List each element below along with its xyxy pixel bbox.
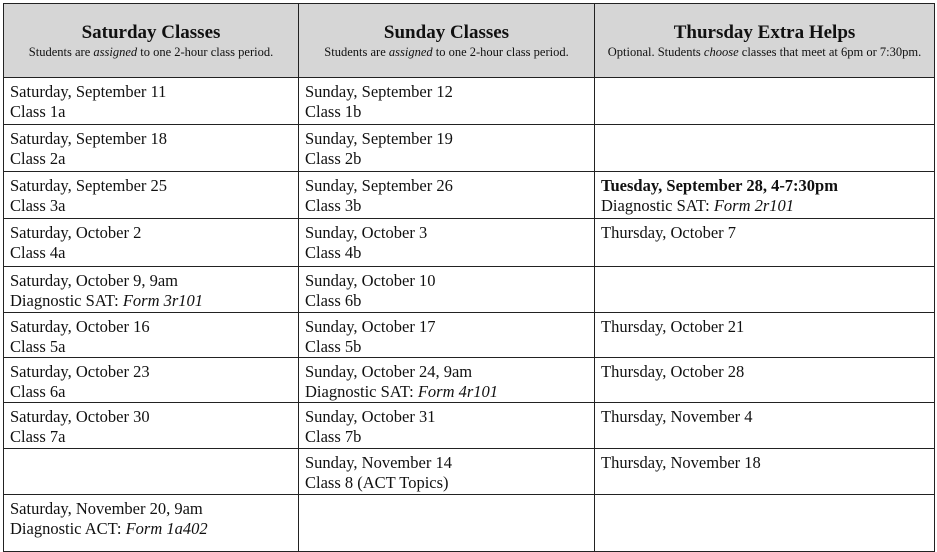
session-date: Thursday, October 7 [601,223,737,242]
class-schedule-table [3,3,935,552]
session-date: Sunday, October 31 [305,407,436,426]
header-title: Thursday Extra Helps [673,21,856,43]
session-class: Class 5b [305,337,362,356]
cell-saturday [4,495,299,552]
diagnostic-test: Diagnostic SAT: Form 4r101 [305,382,499,401]
cell-thursday [595,403,935,449]
schedule-row [4,313,935,358]
cell-saturday [4,125,299,172]
cell-saturday [4,313,299,358]
cell-thursday [595,313,935,358]
cell-thursday [595,267,935,313]
cell-thursday [595,449,935,495]
diagnostic-test: Diagnostic SAT: Form 3r101 [10,291,204,310]
cell-sunday [299,403,595,449]
cell-saturday [4,358,299,403]
diagnostic-test: Diagnostic SAT: Form 2r101 [601,196,795,215]
session-class: Class 3a [10,196,66,215]
session-date: Thursday, November 18 [601,453,761,472]
cell-sunday [299,495,595,552]
session-date: Sunday, October 3 [305,223,428,242]
session-date: Sunday, October 17 [305,317,436,336]
cell-thursday [595,219,935,267]
schedule-row [4,403,935,449]
session-date: Thursday, November 4 [601,407,753,426]
cell-thursday [595,78,935,125]
cell-sunday [299,267,595,313]
session-class: Class 8 (ACT Topics) [305,473,449,492]
schedule-row [4,172,935,219]
session-date: Sunday, September 19 [305,129,453,148]
session-date: Sunday, October 24, 9am [305,362,473,381]
session-date: Saturday, October 2 [10,223,142,242]
cell-thursday [595,125,935,172]
test-form: Form 4r101 [417,382,499,401]
session-date: Saturday, October 30 [10,407,150,426]
schedule-row [4,358,935,403]
cell-thursday [595,495,935,552]
header-thursday [595,4,935,78]
cell-saturday [4,78,299,125]
session-class: Class 7b [305,427,362,446]
header-row [4,4,935,78]
cell-sunday [299,449,595,495]
session-class: Class 1a [10,102,66,121]
header-sunday [299,4,595,78]
session-class: Class 2a [10,149,66,168]
cell-saturday [4,219,299,267]
session-date: Saturday, October 16 [10,317,150,336]
schedule-row [4,78,935,125]
test-form: Form 3r101 [122,291,204,310]
schedule-row [4,449,935,495]
cell-thursday [595,358,935,403]
session-date: Sunday, November 14 [305,453,452,472]
session-date: Saturday, September 25 [10,176,168,195]
session-date: Thursday, October 28 [601,362,745,381]
cell-sunday [299,125,595,172]
cell-thursday [595,172,935,219]
schedule-row [4,125,935,172]
cell-sunday [299,358,595,403]
session-class: Class 1b [305,102,362,121]
session-date: Tuesday, September 28, 4-7:30pm [601,176,838,195]
session-date: Saturday, September 18 [10,129,168,148]
header-subtitle: Optional. Students choose classes that meet at 6pm or 7:30pm. [607,44,922,59]
session-class: Class 2b [305,149,362,168]
cell-saturday [4,449,299,495]
cell-sunday [299,219,595,267]
header-saturday [4,4,299,78]
test-form: Form 2r101 [713,196,795,215]
session-class: Class 6b [305,291,362,310]
session-date: Saturday, November 20, 9am [10,499,203,518]
cell-sunday [299,78,595,125]
session-class: Class 7a [10,427,66,446]
header-subtitle: Students are assigned to one 2-hour class period. [324,44,569,59]
session-date: Sunday, October 10 [305,271,436,290]
schedule-row [4,267,935,313]
session-date: Saturday, October 9, 9am [10,271,179,290]
cell-saturday [4,403,299,449]
header-subtitle: Students are assigned to one 2-hour class period. [28,44,274,59]
schedule-row [4,219,935,267]
cell-sunday [299,313,595,358]
session-date: Saturday, September 11 [10,82,167,101]
cell-sunday [299,172,595,219]
header-title: Sunday Classes [383,21,510,43]
session-date: Saturday, October 23 [10,362,150,381]
session-date: Thursday, October 21 [601,317,745,336]
session-class: Class 4a [10,243,66,262]
header-title: Saturday Classes [81,21,221,43]
test-form: Form 1a402 [125,519,208,538]
session-date: Sunday, September 26 [305,176,453,195]
cell-saturday [4,267,299,313]
session-class: Class 3b [305,196,362,215]
session-class: Class 6a [10,382,66,401]
schedule-row [4,495,935,552]
session-class: Class 4b [305,243,362,262]
session-date: Sunday, September 12 [305,82,453,101]
cell-saturday [4,172,299,219]
session-class: Class 5a [10,337,66,356]
diagnostic-test: Diagnostic ACT: Form 1a402 [10,519,208,538]
